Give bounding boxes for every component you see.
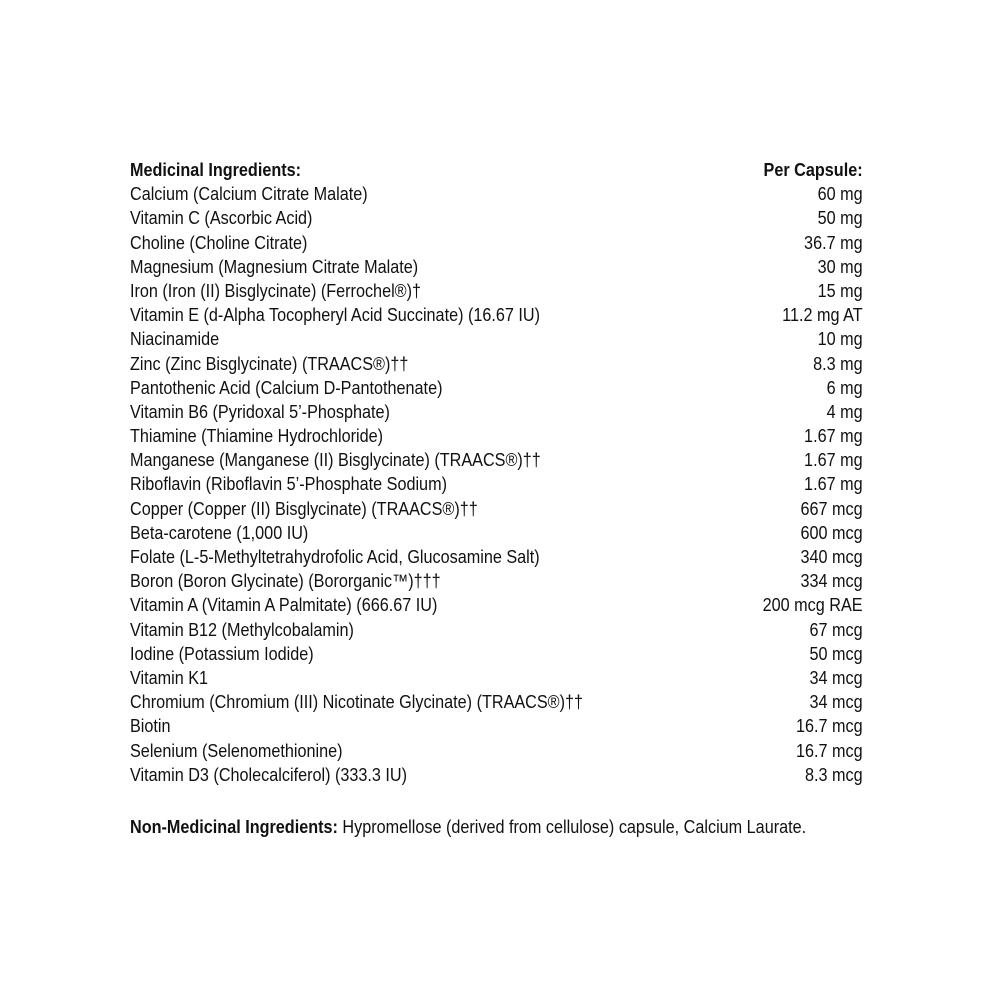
ingredient-name: Beta-carotene (1,000 IU) [130, 522, 309, 543]
ingredient-amount: 1.67 mg [804, 450, 863, 471]
ingredient-name: Zinc (Zinc Bisglycinate) (TRAACS®)†† [130, 353, 409, 374]
ingredient-amount: 1.67 mg [804, 474, 863, 495]
ingredient-row [130, 424, 863, 448]
ingredient-row [130, 739, 863, 763]
ingredient-amount: 67 mcg [809, 619, 863, 640]
ingredient-amount: 30 mg [817, 256, 863, 277]
ingredient-name: Vitamin C (Ascorbic Acid) [130, 208, 313, 229]
table-header [130, 158, 863, 182]
ingredient-amount: 600 mcg [800, 522, 863, 543]
ingredient-amount: 15 mg [817, 280, 863, 301]
ingredient-name: Vitamin B6 (Pyridoxal 5’-Phosphate) [130, 401, 390, 422]
ingredient-amount: 334 mcg [800, 571, 863, 592]
ingredient-name: Manganese (Manganese (II) Bisglycinate) (TRAACS®)†† [130, 450, 541, 471]
ingredient-amount: 8.3 mcg [804, 764, 863, 785]
ingredient-row [130, 690, 863, 714]
ingredient-amount: 200 mcg RAE [762, 595, 863, 616]
ingredient-amount: 50 mg [817, 208, 863, 229]
per-capsule-heading: Per Capsule: [763, 160, 863, 180]
ingredient-name: Copper (Copper (II) Bisglycinate) (TRAACS®)†† [130, 498, 478, 519]
medicinal-ingredients-heading: Medicinal Ingredients: [130, 160, 302, 180]
ingredient-row [130, 255, 863, 279]
ingredient-amount: 34 mcg [809, 692, 863, 713]
ingredient-row [130, 448, 863, 472]
ingredient-amount: 11.2 mg AT [782, 305, 863, 326]
ingredient-amount: 10 mg [817, 329, 863, 350]
ingredient-row [130, 327, 863, 351]
ingredient-row [130, 303, 863, 327]
ingredient-row [130, 376, 863, 400]
ingredient-name: Niacinamide [130, 329, 220, 350]
ingredient-name: Pantothenic Acid (Calcium D-Pantothenate) [130, 377, 443, 398]
ingredient-name: Vitamin D3 (Cholecalciferol) (333.3 IU) [130, 764, 408, 785]
ingredient-row [130, 593, 863, 617]
ingredient-name: Vitamin A (Vitamin A Palmitate) (666.67 IU) [130, 595, 438, 616]
ingredient-amount: 340 mcg [800, 547, 863, 567]
ingredient-amount: 36.7 mg [804, 232, 863, 253]
ingredient-name: Iron (Iron (II) Bisglycinate) (Ferrochel®)† [130, 280, 422, 301]
non-medicinal-label: Non-Medicinal Ingredients: [130, 817, 338, 837]
non-medicinal-text: Hypromellose (derived from cellulose) capsule, Calcium Laurate. [342, 817, 807, 837]
ingredient-row [130, 497, 863, 521]
medicinal-ingredients-table [130, 158, 890, 787]
ingredient-row [130, 714, 863, 738]
ingredient-row [130, 352, 863, 376]
ingredient-row [130, 400, 863, 424]
ingredient-amount: 16.7 mcg [795, 716, 863, 737]
ingredient-name: Chromium (Chromium (III) Nicotinate Glycinate) (TRAACS®)†† [130, 692, 584, 713]
ingredient-name: Biotin [130, 716, 171, 737]
ingredient-name: Riboflavin (Riboflavin 5’-Phosphate Sodium) [130, 474, 447, 495]
ingredient-name: Selenium (Selenomethionine) [130, 740, 343, 761]
ingredient-row [130, 279, 863, 303]
ingredient-name: Iodine (Potassium Iodide) [130, 643, 314, 664]
ingredient-amount: 4 mg [826, 401, 863, 422]
ingredient-name: Vitamin K1 [130, 667, 209, 688]
ingredient-amount: 8.3 mg [813, 353, 863, 374]
ingredient-amount: 50 mcg [809, 643, 863, 664]
ingredient-amount: 34 mcg [809, 667, 863, 688]
ingredient-name: Vitamin E (d-Alpha Tocopheryl Acid Succinate) (16.67 IU) [130, 305, 541, 326]
ingredient-rows [130, 182, 890, 787]
ingredient-name: Vitamin B12 (Methylcobalamin) [130, 619, 354, 640]
ingredient-amount: 6 mg [826, 377, 863, 398]
ingredient-row [130, 472, 863, 496]
ingredient-name: Magnesium (Magnesium Citrate Malate) [130, 256, 419, 277]
ingredient-row [130, 521, 863, 545]
ingredient-row [130, 206, 863, 230]
ingredient-row [130, 545, 863, 569]
ingredient-name: Thiamine (Thiamine Hydrochloride) [130, 426, 383, 447]
ingredient-amount: 60 mg [817, 184, 863, 205]
ingredient-name: Boron (Boron Glycinate) (Bororganic™)††† [130, 571, 441, 592]
ingredient-name: Folate (L-5-Methyltetrahydrofolic Acid, Glucosamine Salt) [130, 547, 540, 567]
ingredient-name: Calcium (Calcium Citrate Malate) [130, 184, 368, 205]
ingredient-row [130, 763, 863, 787]
ingredient-row [130, 182, 863, 206]
non-medicinal-ingredients [130, 815, 806, 839]
ingredient-row [130, 231, 863, 255]
ingredient-row [130, 642, 863, 666]
ingredient-name: Choline (Choline Citrate) [130, 232, 308, 253]
ingredient-row [130, 666, 863, 690]
ingredient-row [130, 618, 863, 642]
ingredient-amount: 1.67 mg [804, 426, 863, 447]
ingredient-row [130, 569, 863, 593]
ingredient-amount: 16.7 mcg [795, 740, 863, 761]
ingredient-amount: 667 mcg [800, 498, 863, 519]
